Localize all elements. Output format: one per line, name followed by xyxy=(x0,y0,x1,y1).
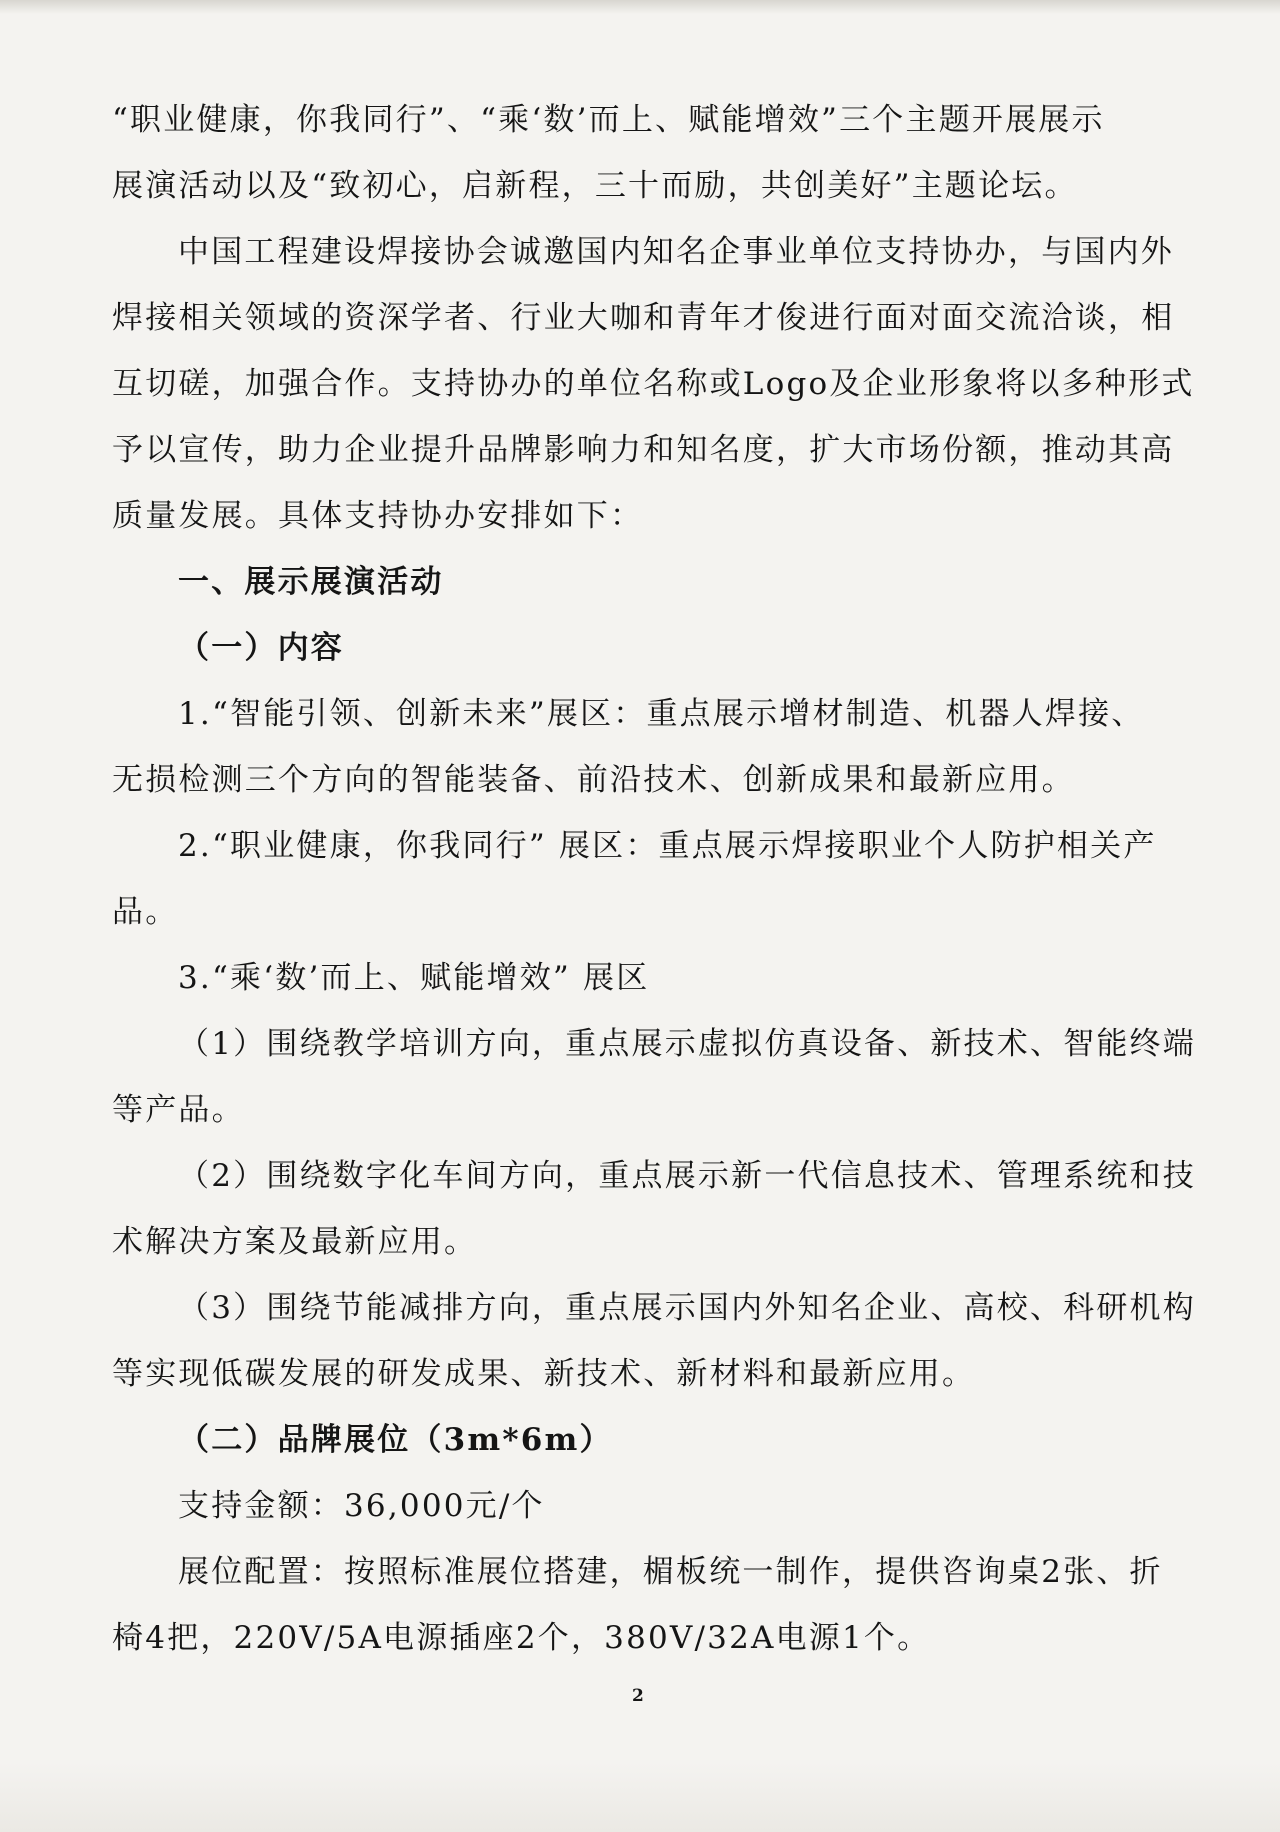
text-line: 品。 xyxy=(112,894,179,930)
text-line: （2）围绕数字化车间方向，重点展示新一代信息技术、管理系统和技 xyxy=(178,1158,1196,1194)
text-line: 予以宣传，助力企业提升品牌影响力和知名度，扩大市场份额，推动其高 xyxy=(112,432,1175,468)
text-line: （1）围绕教学培训方向，重点展示虚拟仿真设备、新技术、智能终端 xyxy=(178,1026,1196,1062)
text-line: 2.“职业健康，你我同行” 展区：重点展示焊接职业个人防护相关产 xyxy=(178,828,1157,864)
subsection-heading: （二）品牌展位（3m*6m） xyxy=(178,1422,613,1458)
text-line: 等实现低碳发展的研发成果、新技术、新材料和最新应用。 xyxy=(112,1356,976,1392)
scan-edge-top xyxy=(0,0,1280,14)
section-heading: 一、展示展演活动 xyxy=(178,564,444,600)
page-number: 2 xyxy=(632,1686,644,1706)
text-line: 展演活动以及“致初心，启新程，三十而励，共创美好”主题论坛。 xyxy=(112,168,1078,204)
text-line: 互切磋，加强合作。支持协办的单位名称或Logo及企业形象将以多种形式 xyxy=(112,366,1195,402)
scan-edge-bottom xyxy=(0,1762,1280,1832)
text-line: 椅4把，220V/5A电源插座2个，380V/32A电源1个。 xyxy=(112,1620,931,1656)
text-line: 1.“智能引领、创新未来”展区：重点展示增材制造、机器人焊接、 xyxy=(178,696,1145,732)
text-line: 支持金额：36,000元/个 xyxy=(178,1488,545,1524)
text-line: 质量发展。具体支持协办安排如下： xyxy=(112,498,644,534)
text-line: 展位配置：按照标准展位搭建，楣板统一制作，提供咨询桌2张、折 xyxy=(178,1554,1163,1590)
text-line: “职业健康，你我同行”、“乘‘数’而上、赋能增效”三个主题开展展示 xyxy=(112,102,1105,138)
text-line: 中国工程建设焊接协会诚邀国内知名企事业单位支持协办，与国内外 xyxy=(178,234,1174,270)
text-line: 焊接相关领域的资深学者、行业大咖和青年才俊进行面对面交流洽谈，相 xyxy=(112,300,1175,336)
text-line: 3.“乘‘数’而上、赋能增效” 展区 xyxy=(178,960,650,996)
subsection-heading: （一）内容 xyxy=(178,630,344,666)
text-line: 术解决方案及最新应用。 xyxy=(112,1224,478,1260)
text-line: （3）围绕节能减排方向，重点展示国内外知名企业、高校、科研机构 xyxy=(178,1290,1196,1326)
text-line: 无损检测三个方向的智能装备、前沿技术、创新成果和最新应用。 xyxy=(112,762,1075,798)
text-line: 等产品。 xyxy=(112,1092,245,1128)
